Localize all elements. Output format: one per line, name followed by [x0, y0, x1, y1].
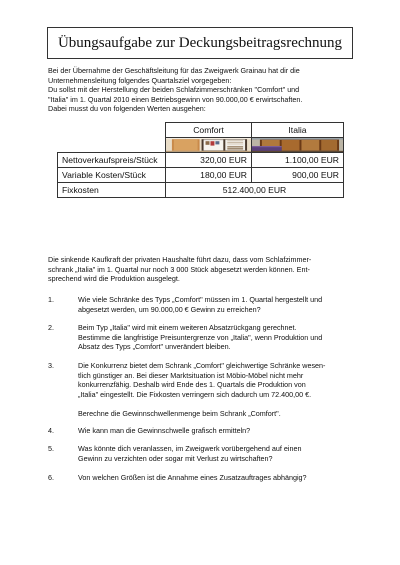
intro-paragraph	[48, 66, 358, 114]
empty-cell	[58, 123, 166, 138]
question-number: 1.	[48, 295, 54, 304]
cost-table	[57, 122, 344, 198]
question-line: Wie viele Schränke des Typs „Comfort" müssen im 1. Quartal hergestellt und	[78, 295, 323, 304]
question-line: konkurrenzfähig. Deshalb wird Ende des 1. Quartals die Produktion von	[78, 380, 306, 389]
header-comfort: Comfort	[166, 123, 252, 138]
question-line: „Italia" eingestellt. Die Fixkosten verringern sich dadurch um 72.400,00 €.	[78, 389, 312, 399]
question-line: abgesetzt werden, um 90.000,00 € Gewinn zu erreichen?	[78, 304, 261, 314]
italia-price: 1.100,00 EUR	[252, 153, 344, 168]
question-line: Wie kann man die Gewinnschwelle grafisch ermitteln?	[78, 426, 251, 435]
intro-line: Du sollst mit der Herstellung der beiden Schlafzimmerschränken "Comfort" und	[48, 85, 300, 95]
fixed-costs-value: 512.400,00 EUR	[166, 183, 344, 198]
question-number: 4.	[48, 426, 54, 435]
italia-variable-cost: 900,00 EUR	[252, 168, 344, 183]
intro-line: "Italia" im 1. Quartal 2010 einen Betriebsgewinn von 90.000,00 € erwirtschaften.	[48, 94, 303, 104]
intro-line: Dabei musst du von folgenden Werten ausgehen:	[48, 104, 206, 114]
row-label: Variable Kosten/Stück	[58, 168, 166, 183]
question-line: Was könnte dich veranlassen, im Zweigwerk vorübergehend auf einen	[78, 444, 302, 453]
italia-wardrobe-image	[252, 138, 344, 153]
question-line: Beim Typ „Italia" wird mit einem weiteren Absatzrückgang gerechnet.	[78, 323, 297, 332]
empty-cell	[58, 138, 166, 153]
situation-line: Die sinkende Kaufkraft der privaten Haushalte führt dazu, dass vom Schlafzimmer-	[48, 255, 312, 264]
title-box	[47, 27, 353, 59]
question-spacer	[78, 399, 368, 409]
situation-paragraph	[48, 255, 358, 284]
comfort-wardrobe-image	[166, 138, 252, 153]
question-line: tlich günstiger an. Bei dieser Marktsituation ist Möbio-Möbel nicht mehr	[78, 370, 304, 380]
comfort-variable-cost: 180,00 EUR	[166, 168, 252, 183]
row-label: Fixkosten	[58, 183, 166, 198]
question-line: Gewinn zu verzichten oder sogar mit Verlust zu wirtschaften?	[78, 453, 273, 463]
question-number: 5.	[48, 444, 54, 453]
situation-line: schrank „Italia" im 1. Quartal nur noch 3 000 Stück abgesetzt werden können. Ent-	[48, 264, 310, 274]
question-line: Absatz des Typs „Comfort" unverändert bleiben.	[78, 342, 231, 351]
question-number: 2.	[48, 323, 54, 332]
intro-line: Bei der Übernahme der Geschäftsleitung für das Zweigwerk Grainau hat dir die	[48, 66, 300, 75]
intro-line: Unternehmensleitung folgendes Quartalsziel vorgegeben:	[48, 75, 232, 85]
question-line: Von welchen Größen ist die Annahme eines Zusatzauftrages abhängig?	[78, 473, 307, 482]
question-line: Die Konkurrenz bietet dem Schrank „Comfort" gleichwertige Schränke wesen-	[78, 361, 326, 370]
page-title: Übungsaufgabe zur Deckungsbeitragsrechnung	[57, 34, 343, 51]
header-italia: Italia	[252, 123, 344, 138]
question-number: 3.	[48, 361, 54, 370]
situation-line: sprechend wird die Produktion ausgelegt.	[48, 274, 180, 283]
question-line: Berechne die Gewinnschwellenmenge beim Schrank „Comfort".	[78, 408, 281, 418]
comfort-price: 320,00 EUR	[166, 153, 252, 168]
question-line: Bestimme die langfristige Preisuntergrenze von „Italia", wenn Produktion und	[78, 332, 323, 342]
question-number: 6.	[48, 473, 54, 482]
row-label: Nettoverkaufspreis/Stück	[58, 153, 166, 168]
